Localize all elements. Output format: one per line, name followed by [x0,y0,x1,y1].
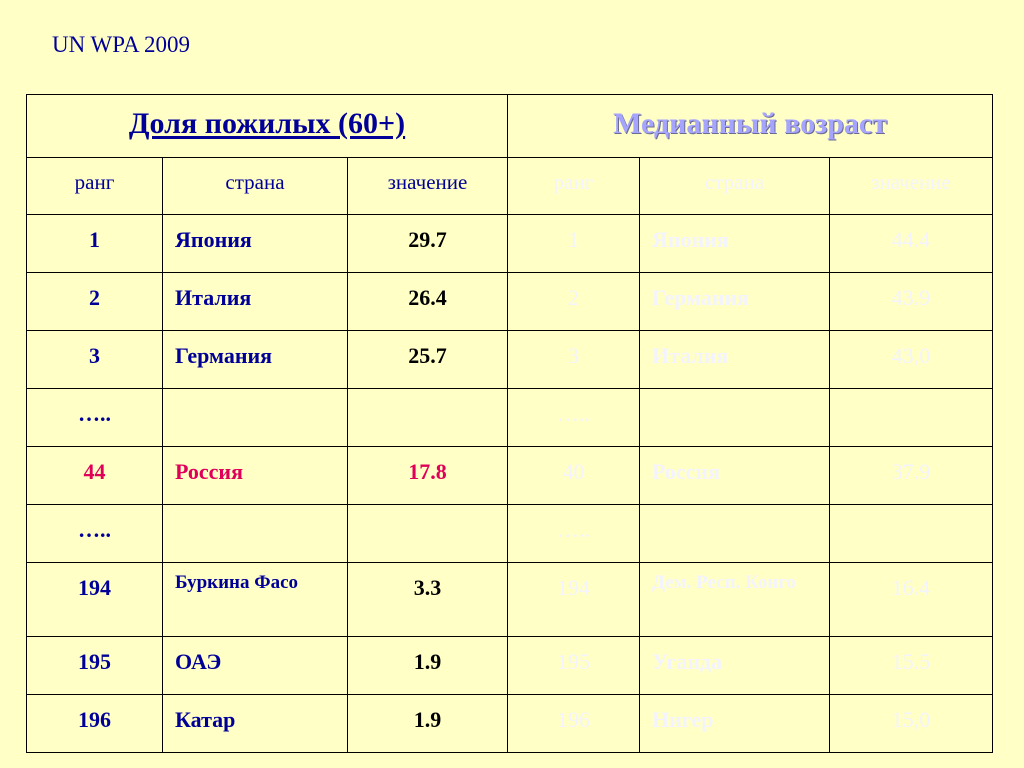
right-country-cell: Нигер [640,695,830,753]
table-row [27,637,993,695]
left-col-country: страна [163,158,348,215]
left-country-cell: Катар [163,695,348,753]
right-value-cell: 44.4 [830,215,993,273]
left-value-cell [348,389,508,447]
right-rank-cell: 196 [508,695,640,753]
table-row [27,505,993,563]
table-row [27,273,993,331]
left-rank-cell: 44 [27,447,163,505]
right-country-cell: Уганда [640,637,830,695]
table-body [27,215,993,753]
right-country-cell: Япония [640,215,830,273]
left-value-cell: 29.7 [348,215,508,273]
left-country-cell [163,389,348,447]
right-country-cell: Дем. Респ. Конго [640,563,830,637]
right-country-cell: Италия [640,331,830,389]
table-header-row [27,95,993,158]
table-row [27,215,993,273]
right-value-cell: 15.5 [830,637,993,695]
left-country-cell: ОАЭ [163,637,348,695]
right-country-cell: Германия [640,273,830,331]
left-rank-cell: 195 [27,637,163,695]
right-col-rank: ранг [508,158,640,215]
right-value-cell: 43,0 [830,331,993,389]
table-row [27,695,993,753]
left-country-cell: Япония [163,215,348,273]
left-country-cell: Буркина Фасо [163,563,348,637]
right-value-cell [830,505,993,563]
column-header-row [27,158,993,215]
right-rank-cell: 194 [508,563,640,637]
right-value-cell: 37.9 [830,447,993,505]
left-value-cell: 25.7 [348,331,508,389]
left-rank-cell: 2 [27,273,163,331]
left-col-value: значение [348,158,508,215]
left-col-rank: ранг [27,158,163,215]
table-row [27,447,993,505]
table-row [27,389,993,447]
left-country-cell: Германия [163,331,348,389]
left-rank-cell: 1 [27,215,163,273]
right-rank-cell: 2 [508,273,640,331]
left-value-cell: 1.9 [348,637,508,695]
left-value-cell [348,505,508,563]
right-country-cell [640,505,830,563]
right-value-cell [830,389,993,447]
comparison-table [26,94,993,753]
left-rank-cell: 196 [27,695,163,753]
left-rank-cell: 194 [27,563,163,637]
left-rank-cell: 3 [27,331,163,389]
right-value-cell: 16.4 [830,563,993,637]
right-rank-cell: ….. [508,505,640,563]
right-rank-cell: 3 [508,331,640,389]
right-header: Медианный возраст [508,95,993,158]
right-col-country: страна [640,158,830,215]
left-rank-cell: ….. [27,389,163,447]
right-rank-cell: 40 [508,447,640,505]
right-country-cell: Россия [640,447,830,505]
right-rank-cell: 1 [508,215,640,273]
right-rank-cell: 195 [508,637,640,695]
left-value-cell: 26.4 [348,273,508,331]
left-country-cell: Россия [163,447,348,505]
left-value-cell: 3.3 [348,563,508,637]
left-country-cell [163,505,348,563]
right-country-cell [640,389,830,447]
right-col-value: значение [830,158,993,215]
right-rank-cell: ….. [508,389,640,447]
left-value-cell: 17.8 [348,447,508,505]
left-value-cell: 1.9 [348,695,508,753]
right-value-cell: 43.9 [830,273,993,331]
left-header: Доля пожилых (60+) [27,95,508,158]
table-row [27,331,993,389]
table-row [27,563,993,637]
right-value-cell: 15,0 [830,695,993,753]
left-rank-cell: ….. [27,505,163,563]
left-country-cell: Италия [163,273,348,331]
source-label: UN WPA 2009 [52,32,191,57]
